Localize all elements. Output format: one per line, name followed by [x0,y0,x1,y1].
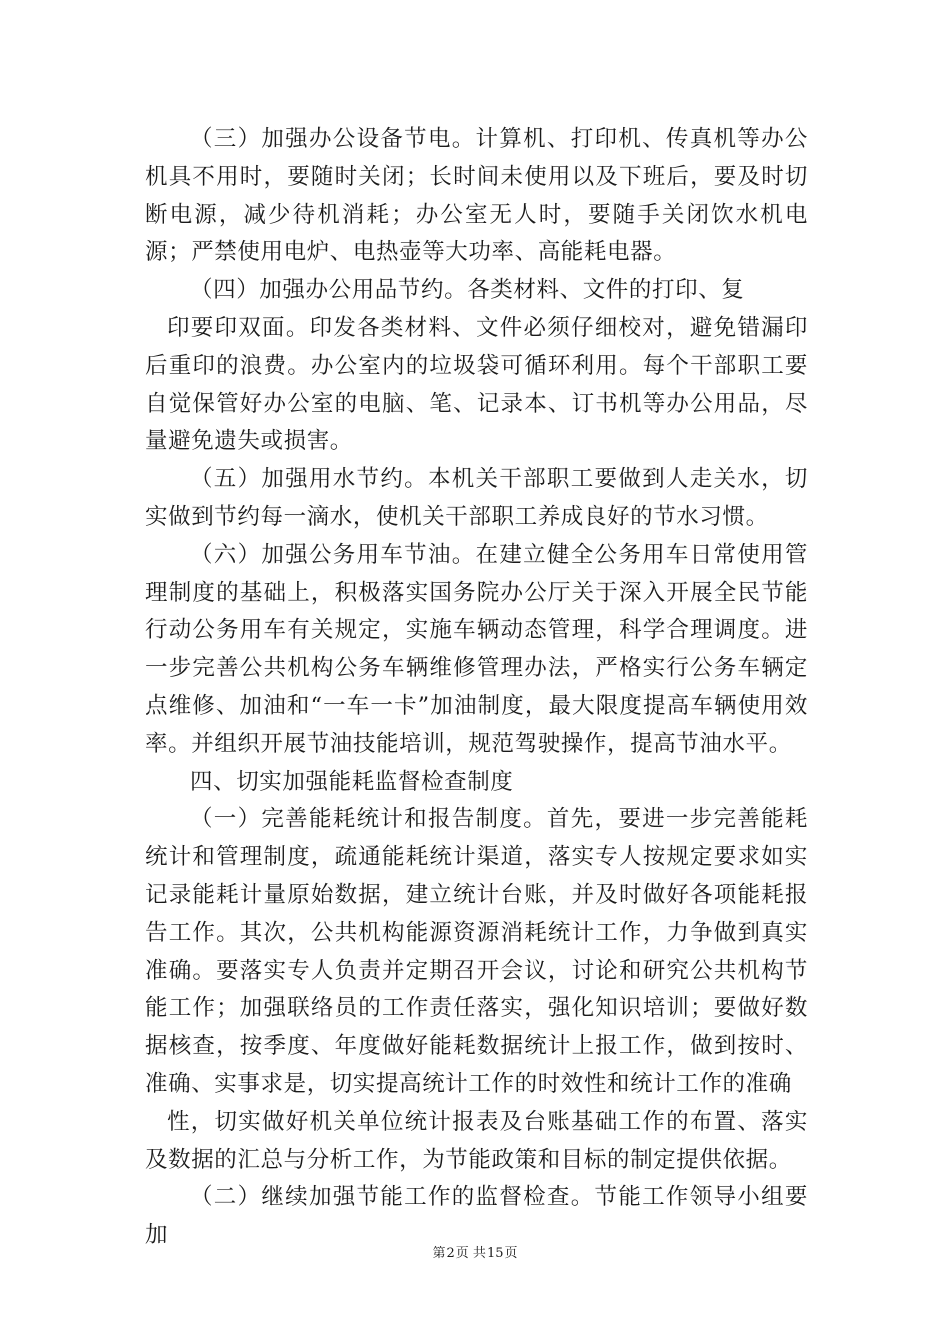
footer-prefix: 第 [432,1246,446,1261]
paragraph-office-supplies-saving: （四）加强办公用品节约。各类材料、文件的打印、复 [190,277,745,304]
paragraph-office-supplies-saving-continued: 印要印双面。印发各类材料、文件必须仔细校对，避免错漏印后重印的浪费。办公室内的垃圾袋可循环利用。每个干部职工要自觉保管好办公室的电脑、笔、记录本、订书机等办公用品，尽量避免遗失或损害。 [145,314,808,455]
section-heading-supervision: 四、切实加强能耗监督检查制度 [190,768,514,795]
document-body [145,121,808,1255]
paragraph-office-equipment-power-saving: （三）加强办公设备节电。计算机、打印机、传真机等办公机具不用时，要随时关闭；长时间未使用以及下班后，要及时切断电源，减少待机消耗；办公室无人时，要随手关闭饮水机电源；严禁使用电炉、电热壶等大功率、高能耗电器。 [145,126,808,266]
footer-middle: 页 共 [455,1246,486,1261]
footer-suffix: 页 [504,1246,518,1261]
page-footer [0,1245,950,1263]
paragraph-vehicle-fuel-saving: （六）加强公务用车节油。在建立健全公务用车日常使用管理制度的基础上，积极落实国务院办公厅关于深入开展全民节能行动公务用车有关规定，实施车辆动态管理，科学合理调度。进一步完善公共机构公务车辆维修管理办法，严格实行公务车辆定点维修、加油和“一车一卡”加油制度，最大限度提高车辆使用效率。并组织开展节油技能培训，规范驾驶操作，提高节油水平。 [145,541,808,757]
paragraph-supervision-inspection: （二）继续加强节能工作的监督检查。节能工作领导小组要加 [145,1184,808,1249]
paragraph-energy-statistics: （一）完善能耗统计和报告制度。首先，要进一步完善能耗统计和管理制度，疏通能耗统计渠道，落实专人按规定要求如实记录能耗计量原始数据，建立统计台账，并及时做好各项能耗报告工作。其次，公共机构能源资源消耗统计工作，力争做到真实准确。要落实专人负责并定期召开会议，讨论和研究公共机构节能工作；加强联络员的工作责任落实，强化知识培训；要做好数据核查，按季度、年度做好能耗数据统计上报工作，做到按时、准确、实事求是，切实提高统计工作的时效性和统计工作的准确 [145,806,808,1097]
paragraph-water-saving: （五）加强用水节约。本机关干部职工要做到人走关水，切实做到节约每一滴水，使机关干部职工养成良好的节水习惯。 [145,466,808,530]
footer-current-page: 2 [446,1246,455,1261]
paragraph-energy-statistics-continued: 性，切实做好机关单位统计报表及台账基础工作的布置、落实及数据的汇总与分析工作，为节能政策和目标的制定提供依据。 [145,1108,808,1173]
footer-total-pages: 15 [486,1246,504,1261]
